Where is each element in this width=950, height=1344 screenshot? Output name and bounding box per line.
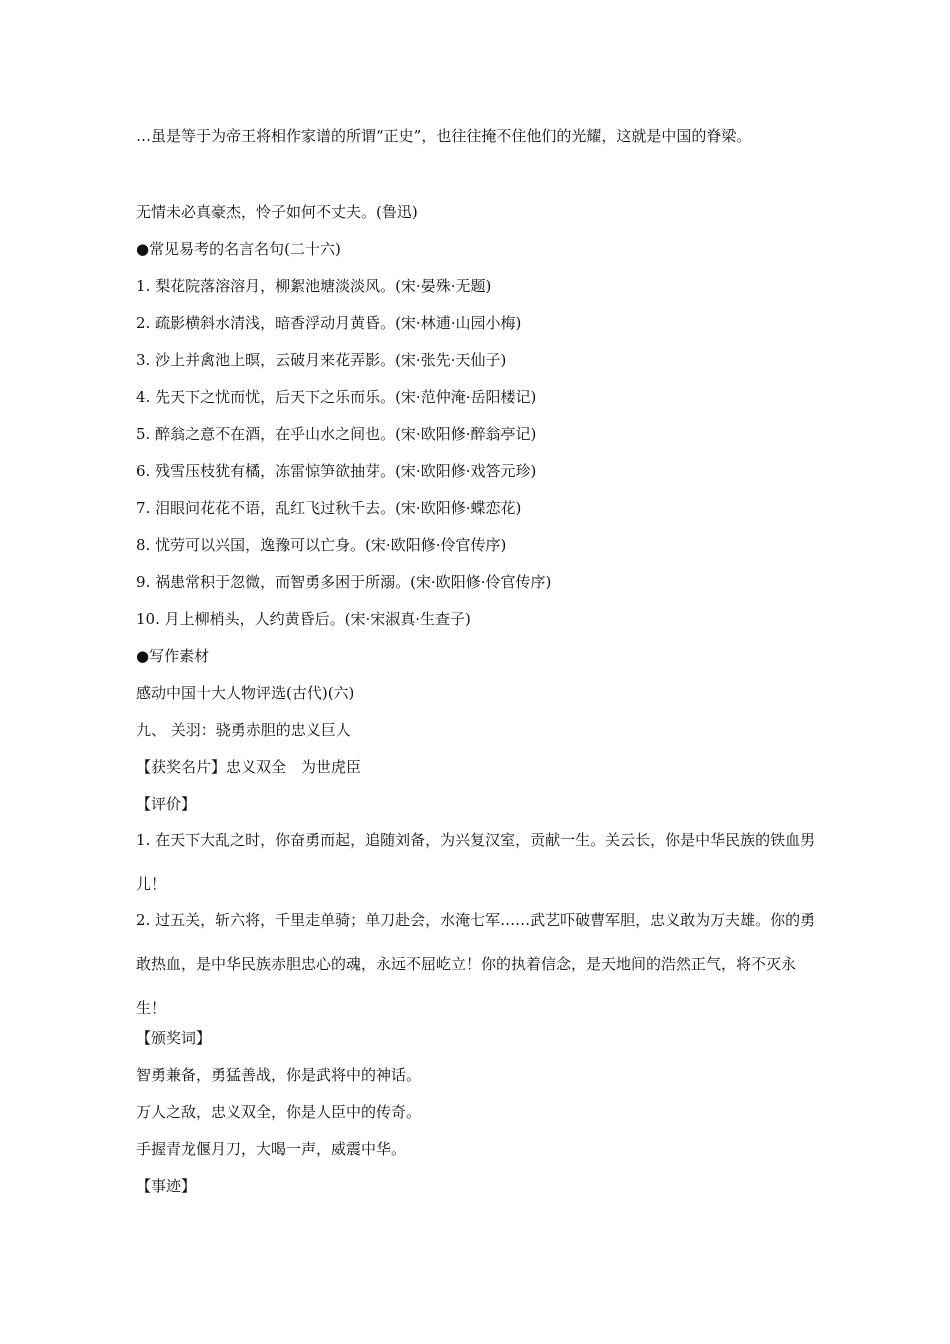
evaluation-heading: 【评价】: [136, 795, 197, 813]
quote-item-9: 9. 祸患常积于忽微，而智勇多困于所溺。(宋·欧阳修·伶官传序): [136, 573, 552, 591]
paragraph-luxun-poem: 无情未必真豪杰，怜子如何不丈夫。(鲁迅): [136, 203, 418, 221]
paragraph-backbone-quote: …虽是等于为帝王将相作家谱的所谓“正史”，也往往掩不住他们的光耀，这就是中国的脊梁。: [136, 127, 752, 145]
quote-item-5: 5. 醉翁之意不在酒，在乎山水之间也。(宋·欧阳修·醉翁亭记): [136, 425, 537, 443]
evaluation-item-1: 1. 在天下大乱之时，你奋勇而起，追随刘备，为兴复汉室，贡献一生。关云长，你是中华民族的铁血男儿！: [136, 831, 816, 893]
quote-item-6: 6. 残雪压枝犹有橘，冻雷惊笋欲抽芽。(宋·欧阳修·戏答元珍): [136, 462, 537, 480]
citation-line-2: 万人之敌，忠义双全，你是人臣中的传奇。: [136, 1103, 422, 1121]
quote-item-10: 10. 月上柳梢头，人约黄昏后。(宋·宋淑真·生查子): [136, 610, 471, 628]
quote-item-1: 1. 梨花院落溶溶月，柳絮池塘淡淡风。(宋·晏殊·无题): [136, 277, 492, 295]
quote-item-8: 8. 忧劳可以兴国，逸豫可以亡身。(宋·欧阳修·伶官传序): [136, 536, 507, 554]
quote-item-7: 7. 泪眼问花花不语，乱红飞过秋千去。(宋·欧阳修·蝶恋花): [136, 499, 522, 517]
award-card-line: 【获奖名片】忠义双全 为世虎臣: [136, 758, 362, 776]
subheading-figures: 感动中国十大人物评选(古代)(六): [136, 684, 355, 702]
evaluation-item-2: 2. 过五关，斩六将，千里走单骑；单刀赴会，水淹七军……武艺吓破曹军胆，忠义敢为万夫雄。你的勇敢热血，是中华民族赤胆忠心的魂，永远不屈屹立！你的执着信念，是天地间的浩然正气，将不灭永生！: [136, 911, 816, 1017]
section-heading-quotes: ●常见易考的名言名句(二十六): [136, 240, 341, 258]
citation-line-3: 手握青龙偃月刀，大喝一声，威震中华。: [136, 1140, 407, 1158]
quote-item-2: 2. 疏影横斜水清浅，暗香浮动月黄昏。(宋·林逋·山园小梅): [136, 314, 522, 332]
citation-heading: 【颁奖词】: [136, 1029, 212, 1047]
quote-item-3: 3. 沙上并禽池上暝，云破月来花弄影。(宋·张先·天仙子): [136, 351, 507, 369]
citation-line-1: 智勇兼备，勇猛善战，你是武将中的神话。: [136, 1066, 422, 1084]
section-heading-writing: ●写作素材: [136, 647, 210, 665]
subheading-guanyu: 九、 关羽：骁勇赤胆的忠义巨人: [136, 721, 351, 739]
quote-item-4: 4. 先天下之忧而忧，后天下之乐而乐。(宋·范仲淹·岳阳楼记): [136, 388, 537, 406]
deeds-heading: 【事迹】: [136, 1177, 197, 1195]
